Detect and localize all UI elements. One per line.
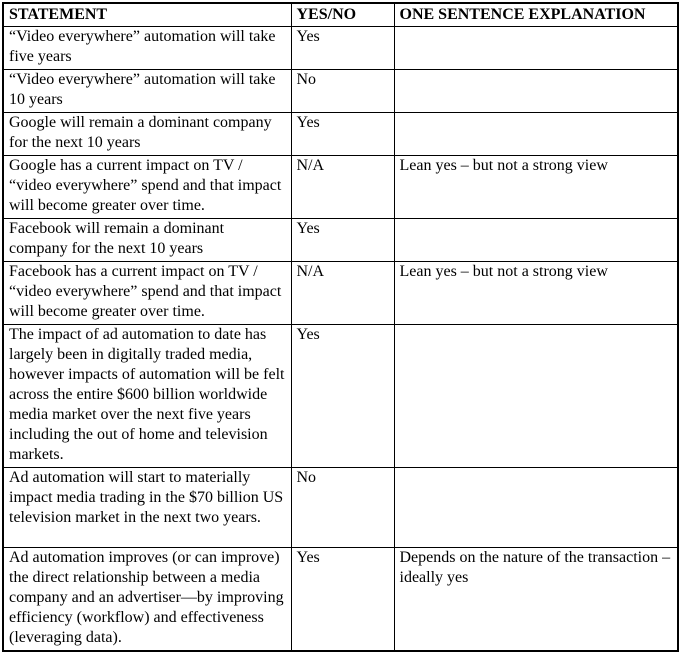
yes-no-cell: No <box>291 70 394 113</box>
statement-cell: Ad automation will start to materially impact media trading in the $70 billion US television market in the next two years. <box>3 468 291 548</box>
table-row <box>3 113 678 156</box>
explanation-cell <box>394 70 678 113</box>
statement-cell: The impact of ad automation to date has largely been in digitally traded media, however impacts of automation will be felt across the entire $600 billion worldwide media market over the next five years including the out of home and television markets. <box>3 325 291 468</box>
statement-cell: Ad automation improves (or can improve) the direct relationship between a media company and an advertiser—by improving efficiency (workflow) and effectiveness (leveraging data). <box>3 548 291 652</box>
explanation-cell <box>394 325 678 468</box>
explanation-cell: Lean yes – but not a strong view <box>394 262 678 325</box>
yes-no-cell: N/A <box>291 262 394 325</box>
statement-cell: Google has a current impact on TV / “video everywhere” spend and that impact will become greater over time. <box>3 156 291 219</box>
statement-cell: “Video everywhere” automation will take 10 years <box>3 70 291 113</box>
table-row <box>3 156 678 219</box>
statement-cell: “Video everywhere” automation will take five years <box>3 27 291 70</box>
yes-no-cell: Yes <box>291 548 394 652</box>
table-row <box>3 27 678 70</box>
column-header-explanation: ONE SENTENCE EXPLANATION <box>394 3 678 27</box>
explanation-cell: Lean yes – but not a strong view <box>394 156 678 219</box>
explanation-cell <box>394 27 678 70</box>
statement-cell: Google will remain a dominant company for the next 10 years <box>3 113 291 156</box>
yes-no-cell: Yes <box>291 325 394 468</box>
column-header-statement: STATEMENT <box>3 3 291 27</box>
statement-cell: Facebook has a current impact on TV / “video everywhere” spend and that impact will become greater over time. <box>3 262 291 325</box>
statements-table <box>2 2 679 652</box>
explanation-cell <box>394 219 678 262</box>
table-header-row <box>3 3 678 27</box>
column-header-yes-no: YES/NO <box>291 3 394 27</box>
explanation-cell: Depends on the nature of the transaction – ideally yes <box>394 548 678 652</box>
yes-no-cell: No <box>291 468 394 548</box>
yes-no-cell: Yes <box>291 219 394 262</box>
table-row <box>3 468 678 548</box>
yes-no-cell: Yes <box>291 27 394 70</box>
table-body <box>3 27 678 652</box>
table-row <box>3 548 678 652</box>
table-row <box>3 325 678 468</box>
statement-cell: Facebook will remain a dominant company for the next 10 years <box>3 219 291 262</box>
table-row <box>3 70 678 113</box>
explanation-cell <box>394 113 678 156</box>
yes-no-cell: Yes <box>291 113 394 156</box>
explanation-cell <box>394 468 678 548</box>
table-row <box>3 262 678 325</box>
yes-no-cell: N/A <box>291 156 394 219</box>
table-row <box>3 219 678 262</box>
